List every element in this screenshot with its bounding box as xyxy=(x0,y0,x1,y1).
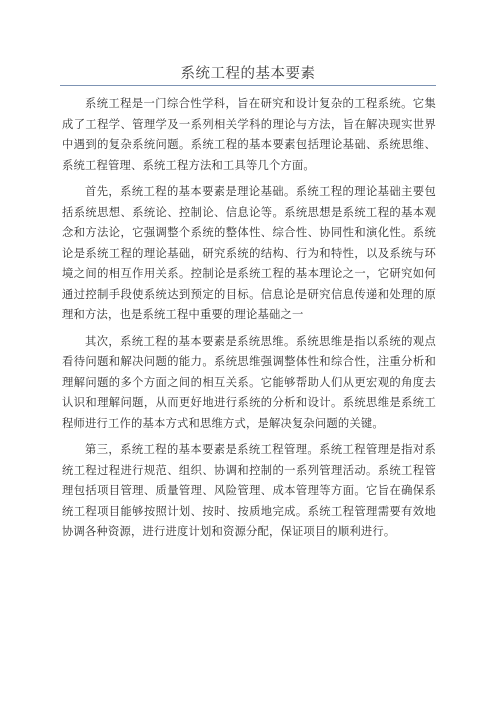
paragraph-systems-thinking: 其次，系统工程的基本要素是系统思维。系统思维是指以系统的观点看待问题和解决问题的能力。系统思维强调整体性和综合性，注重分析和理解问题的多个方面之间的相互关系。它能够帮助人们从更宏观的角度去认识和理解问题，从而更好地进行系统的分析和设计。系统思维是系统工程师进行工作的基本方式和思维方式，是解决复杂问题的关键。 xyxy=(62,334,436,430)
paragraph-theory-basis: 首先，系统工程的基本要素是理论基础。系统工程的理论基础主要包括系统思想、系统论、控制论、信息论等。系统思想是系统工程的基本观念和方法论，它强调整个系统的整体性、综合性、协同性和演化性。系统论是系统工程的理论基础，研究系统的结构、行为和特性，以及系统与环境之间的相互作用关系。控制论是系统工程的基本理论之一，它研究如何通过控制手段使系统达到预定的目标。信息论是研究信息传递和处理的原理和方法，也是系统工程中重要的理论基础之一 xyxy=(62,185,436,321)
paragraph-intro: 系统工程是一门综合性学科，旨在研究和设计复杂的工程系统。它集成了工程学、管理学及一系列相关学科的理论与方法，旨在解决现实世界中遇到的复杂系统问题。系统工程的基本要素包括理论基础、系统思维、系统工程管理、系统工程方法和工具等几个方面。 xyxy=(62,97,436,172)
title-divider xyxy=(60,85,436,86)
paragraph-engineering-management: 第三，系统工程的基本要素是系统工程管理。系统工程管理是指对系统工程过程进行规范、组织、协调和控制的一系列管理活动。系统工程管理包括项目管理、质量管理、风险管理、成本管理等方面。它旨在确保系统工程项目能够按照计划、按时、按质地完成。系统工程管理需要有效地协调各种资源，进行进度计划和资源分配，保证项目的顺利进行。 xyxy=(62,443,436,538)
document-body xyxy=(62,94,436,549)
document-title: 系统工程的基本要素 xyxy=(180,66,316,82)
